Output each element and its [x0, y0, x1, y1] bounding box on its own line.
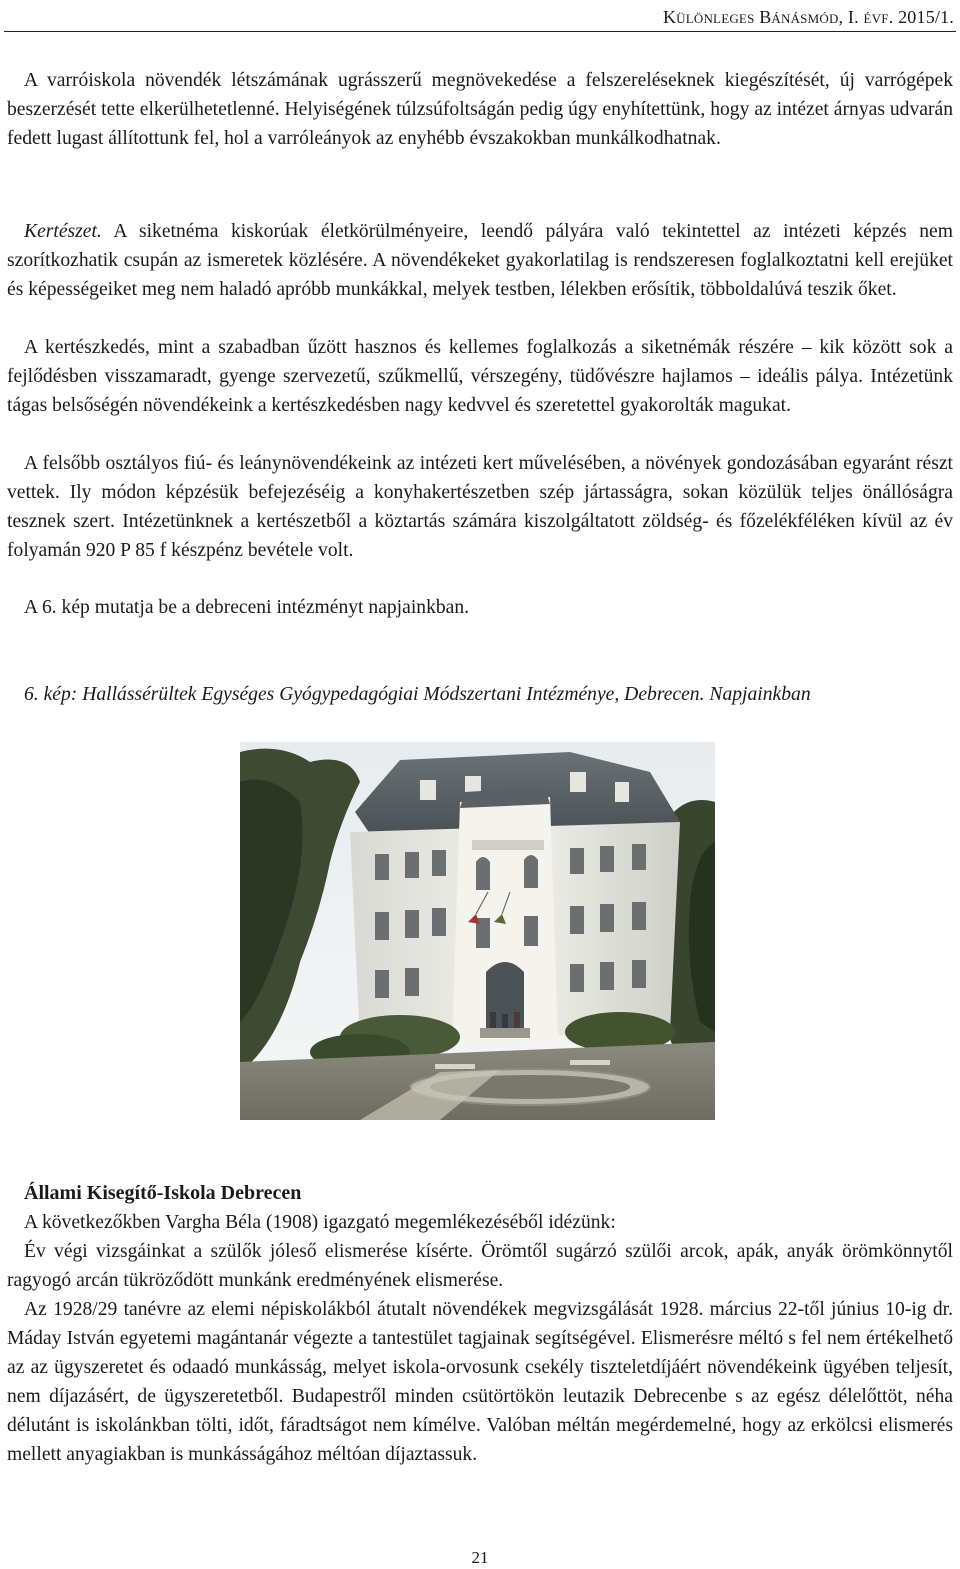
paragraph-school-doctor: [7, 1295, 953, 1469]
paragraph-lead-term: Kertészet.: [24, 221, 102, 242]
paragraph-text: A következőkben Vargha Béla (1908) igazgató megemlékezéséből idézünk:: [24, 1212, 616, 1233]
paragraph-upper-classes: [7, 449, 953, 565]
paragraph-quote-intro: [7, 1208, 953, 1237]
paragraph-text: A felsőbb osztályos fiú- és leánynövendékeink az intézeti kert művelésében, a növények gondozásában egyaránt részt vettek. Ily módon képzésük befejezéséig a konyhakertészetben szép jártasságra, sokan közülük teljes önállóságra tesznek szert. Intézetünknek a kertészetből a köztartás számára kiszolgáltatott zöldség- és főzelékféléken kívül az év folyamán 920 P 85 f készpénz bevétele volt.: [7, 453, 953, 561]
paragraph-exams: [7, 1237, 953, 1295]
section-title: Állami Kisegítő-Iskola Debrecen: [24, 1182, 302, 1204]
paragraph-gardening: [7, 217, 953, 304]
paragraph-figure-reference: [7, 593, 953, 622]
paragraph-text: A kertészkedés, mint a szabadban űzött hasznos és kellemes foglalkozás a siketnémák részére – kik között sok a fejlődésben visszamaradt, gyenge szervezetű, szűkmellű, vérszegény, tüdővészre hajlamos – ideális pálya. Intézetünk tágas belsőségén növendékeink a kertészkedésben nagy kedvvel és szeretettel gyakorolták magukat.: [7, 337, 953, 416]
header-divider: [4, 31, 956, 32]
paragraph-text: Év végi vizsgáinkat a szülők jóleső elismerése kísérte. Örömtől sugárzó szülői arcok, apák, anyák örömkönnytől ragyogó arcán tükröződött munkánk eredményének elismerése.: [7, 1241, 953, 1291]
paragraph-text: A 6. kép mutatja be a debreceni intézményt napjainkban.: [24, 597, 470, 618]
paragraph-gardening-benefits: [7, 333, 953, 420]
figure-caption: [7, 680, 953, 709]
institution-building-photo: [240, 742, 715, 1120]
paragraph-text: A siketnéma kiskorúak életkörülményeire, leendő pályára való tekintettel az intézeti képzés nem szorítkozhatik csupán az ismeretek közlésére. A növendékeket gyakorlatilag is rendszeresen foglalkoztatni kell erejüket és képességeiket meg nem haladó apróbb munkákkal, melyek testben, lélekben erősítik, többoldalúvá teszik őket.: [7, 221, 953, 300]
page-number: 21: [471, 1548, 489, 1567]
paragraph-sewing-school: [7, 66, 953, 153]
paragraph-text: Az 1928/29 tanévre az elemi népiskolákból átutalt növendékek megvizsgálását 1928. március 22-től június 10-ig dr. Máday István egyetemi magántanár végezte a tantestület tagjainak segítségével. Elismerésre méltó s fel nem értékelhető az az ügyszeretet és odaadó munkásság, melyet iskola-orvosunk csekély tiszteletdíjáért növendékeink ügyében teljesít, nem díjazásért, de ügyszeretetből. Budapestről minden csütörtökön leutazik Debrecenbe s az egész délelőttöt, néha délutánt is iskolánkban tölti, időt, fáradtságot nem kímélve. Valóban méltán megérdemelné, hogy az erkölcsi elismerés mellett anyagiakban is munkásságához méltóan díjaztassuk.: [7, 1299, 953, 1465]
caption-text: 6. kép: Hallássérültek Egységes Gyógypedagógiai Módszertani Intézménye, Debrecen. Napjainkban: [24, 684, 811, 705]
paragraph-text: A varróiskola növendék létszámának ugrásszerű megnövekedése a felszereléseknek kiegészítését, új varrógépek beszerzését tette elkerülhetetlenné. Helyiségének túlzsúfoltságán pedig úgy enyhítettünk, hogy az intézet árnyas udvarán fedett lugast állítottunk fel, hol a varróleányok az enyhébb évszakokban munkálkodhatnak.: [7, 70, 953, 149]
running-header: Különleges Bánásmód, I. évf. 2015/1.: [662, 7, 954, 27]
